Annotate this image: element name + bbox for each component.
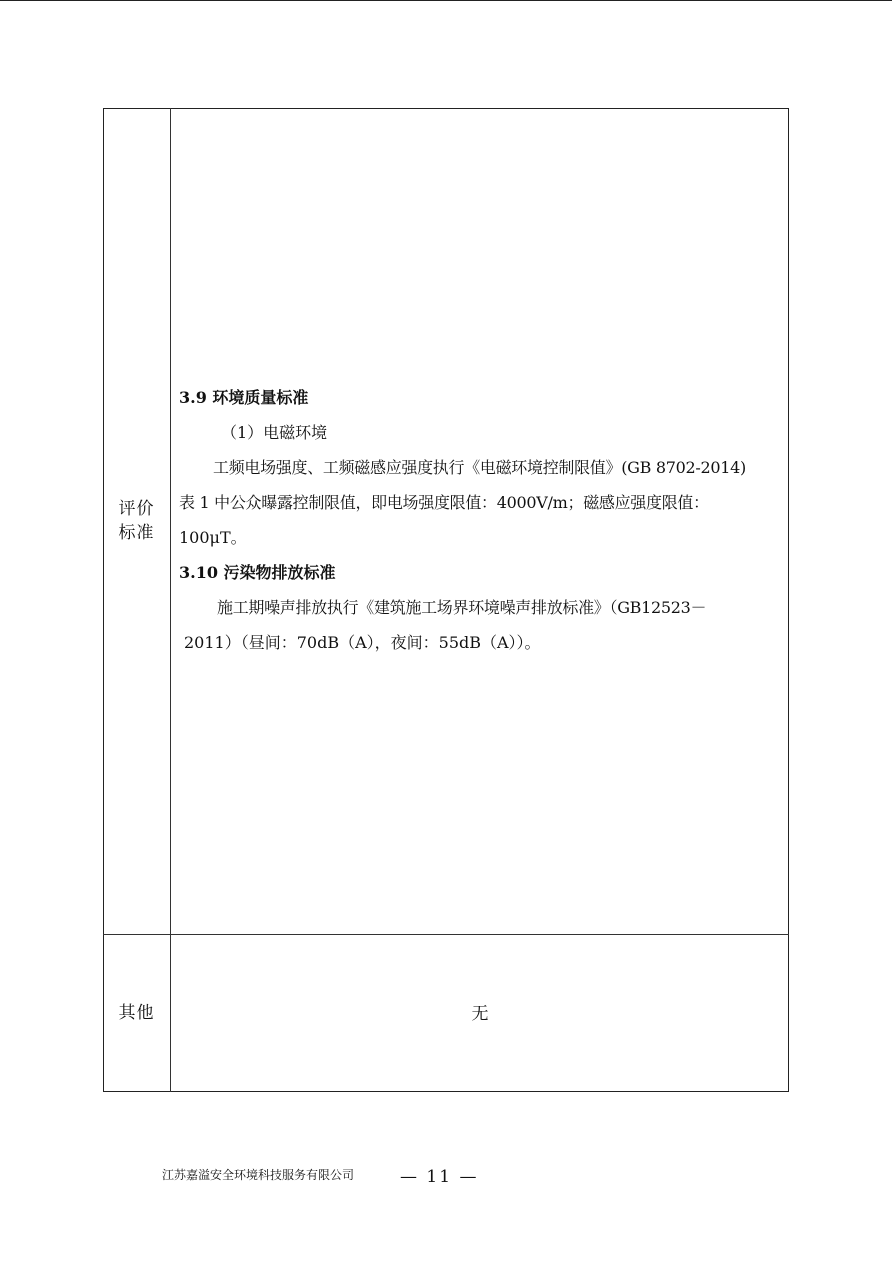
row-other-value: 无 — [471, 1004, 489, 1024]
table-row-divider — [103, 934, 789, 935]
paragraph-noise-line2: 2011）（昼间：70dB（A），夜间：55dB（A））。 — [184, 633, 541, 652]
page-footer — [0, 1163, 892, 1193]
row-label-evaluation-line2: 标准 — [118, 523, 155, 543]
top-rule — [0, 0, 892, 1]
subsection-electromagnetic: （1）电磁环境 — [221, 423, 328, 442]
paragraph-noise-line1: 施工期噪声排放执行《建筑施工场界环境噪声排放标准》（GB12523－ — [217, 598, 707, 617]
row-label-evaluation-line1: 评价 — [118, 499, 155, 519]
section-heading-3-9: 3.9 环境质量标准 — [179, 388, 309, 407]
section-heading-3-10: 3.10 污染物排放标准 — [179, 563, 336, 582]
paragraph-em-line3: 100μT。 — [179, 528, 247, 547]
row-label-evaluation-standard — [103, 497, 170, 545]
row-label-other: 其他 — [118, 1003, 155, 1023]
footer-company-name: 江苏嘉溢安全环境科技服务有限公司 — [162, 1168, 355, 1182]
evaluation-standard-content — [179, 380, 784, 660]
page-number: — 11 — — [400, 1167, 479, 1187]
table-column-divider — [170, 108, 171, 1092]
paragraph-em-line1: 工频电场强度、工频磁感应强度执行《电磁环境控制限值》(GB 8702-2014) — [213, 458, 746, 477]
paragraph-em-line2: 表 1 中公众曝露控制限值，即电场强度限值：4000V/m；磁感应强度限值： — [179, 493, 709, 512]
